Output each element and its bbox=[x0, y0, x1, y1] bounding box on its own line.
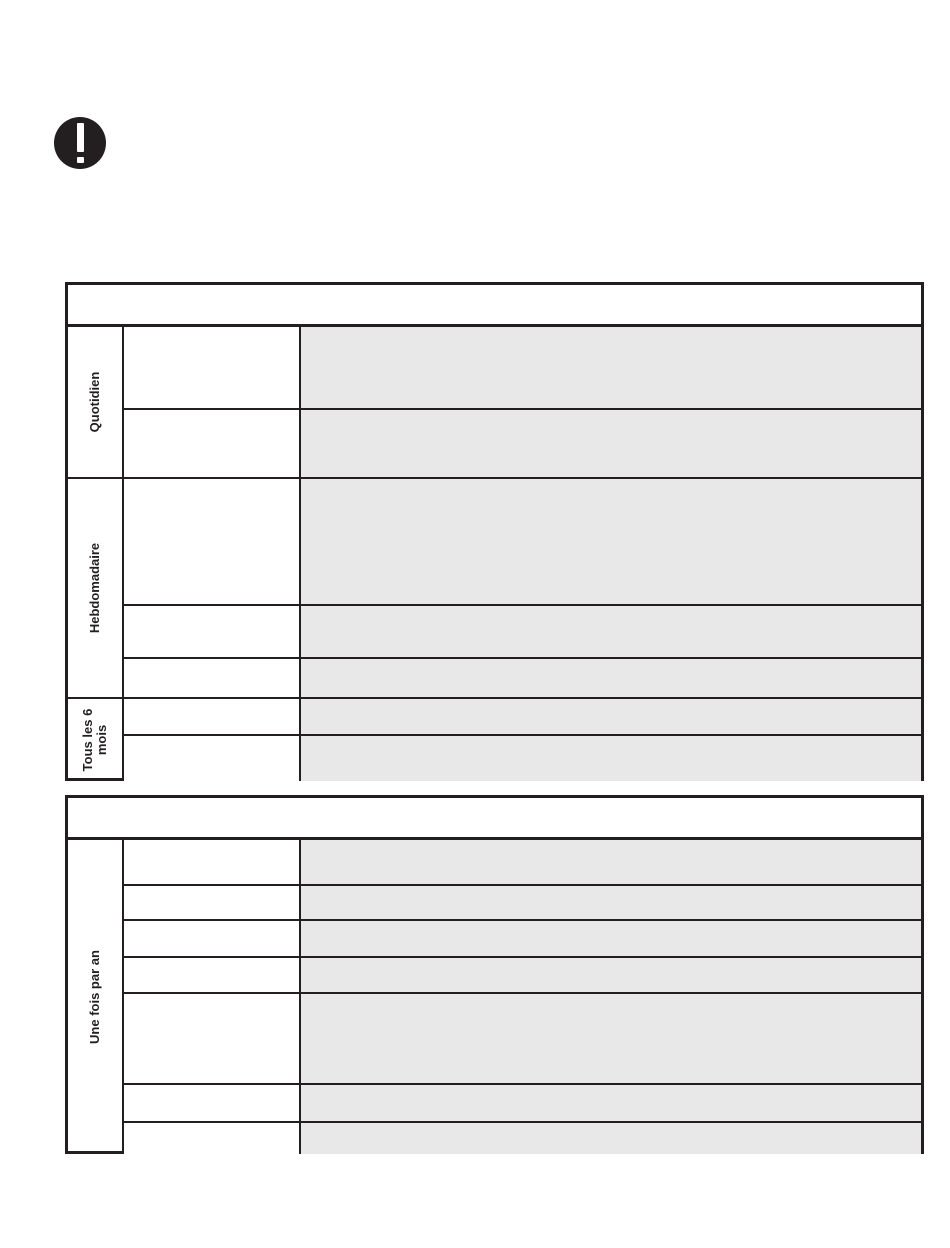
table-row bbox=[124, 659, 921, 699]
table-row bbox=[124, 921, 921, 958]
task-cell bbox=[124, 1123, 301, 1154]
task-cell bbox=[124, 736, 301, 781]
description-cell bbox=[301, 479, 921, 604]
table-row bbox=[124, 479, 921, 606]
description-cell bbox=[301, 994, 921, 1083]
description-cell bbox=[301, 958, 921, 992]
exclamation-bar bbox=[77, 123, 84, 152]
table-row bbox=[124, 1085, 921, 1123]
group-daily bbox=[68, 327, 124, 479]
maintenance-table-1 bbox=[65, 282, 924, 781]
table-row bbox=[124, 410, 921, 479]
task-cell bbox=[124, 994, 301, 1083]
group-label-daily: Quotidien bbox=[87, 371, 102, 433]
table-row bbox=[124, 994, 921, 1085]
table-row bbox=[124, 886, 921, 921]
task-cell bbox=[124, 921, 301, 956]
description-cell bbox=[301, 327, 921, 408]
table-row bbox=[124, 958, 921, 994]
group-six-months bbox=[68, 699, 124, 781]
description-cell bbox=[301, 921, 921, 956]
maintenance-table-2 bbox=[65, 795, 924, 1154]
task-cell bbox=[124, 659, 301, 697]
exclamation-icon bbox=[54, 117, 106, 169]
task-cell bbox=[124, 606, 301, 657]
group-label-yearly: Une fois par an bbox=[87, 950, 102, 1044]
task-cell bbox=[124, 1085, 301, 1121]
task-cell bbox=[124, 886, 301, 919]
task-cell bbox=[124, 958, 301, 992]
description-cell bbox=[301, 699, 921, 734]
table-row bbox=[124, 840, 921, 886]
table-row bbox=[124, 327, 921, 410]
description-cell bbox=[301, 1085, 921, 1121]
description-cell bbox=[301, 659, 921, 697]
description-cell bbox=[301, 410, 921, 477]
description-cell bbox=[301, 886, 921, 919]
task-cell bbox=[124, 479, 301, 604]
task-cell bbox=[124, 840, 301, 884]
group-weekly bbox=[68, 479, 124, 699]
table-row bbox=[124, 606, 921, 659]
table-row bbox=[124, 736, 921, 781]
group-label-six-months bbox=[81, 709, 109, 772]
table-row bbox=[124, 699, 921, 736]
table-header bbox=[68, 285, 921, 327]
description-cell bbox=[301, 606, 921, 657]
group-label-line: Tous les 6 bbox=[80, 708, 95, 772]
task-cell bbox=[124, 699, 301, 734]
description-cell bbox=[301, 736, 921, 781]
group-label-line: mois bbox=[94, 724, 109, 756]
description-cell bbox=[301, 1123, 921, 1154]
group-yearly bbox=[68, 840, 124, 1154]
table-row bbox=[124, 1123, 921, 1154]
task-cell bbox=[124, 327, 301, 408]
task-cell bbox=[124, 410, 301, 477]
table-header bbox=[68, 798, 921, 840]
description-cell bbox=[301, 840, 921, 884]
exclamation-dot bbox=[77, 157, 84, 163]
group-label-weekly: Hebdomadaire bbox=[87, 542, 102, 634]
